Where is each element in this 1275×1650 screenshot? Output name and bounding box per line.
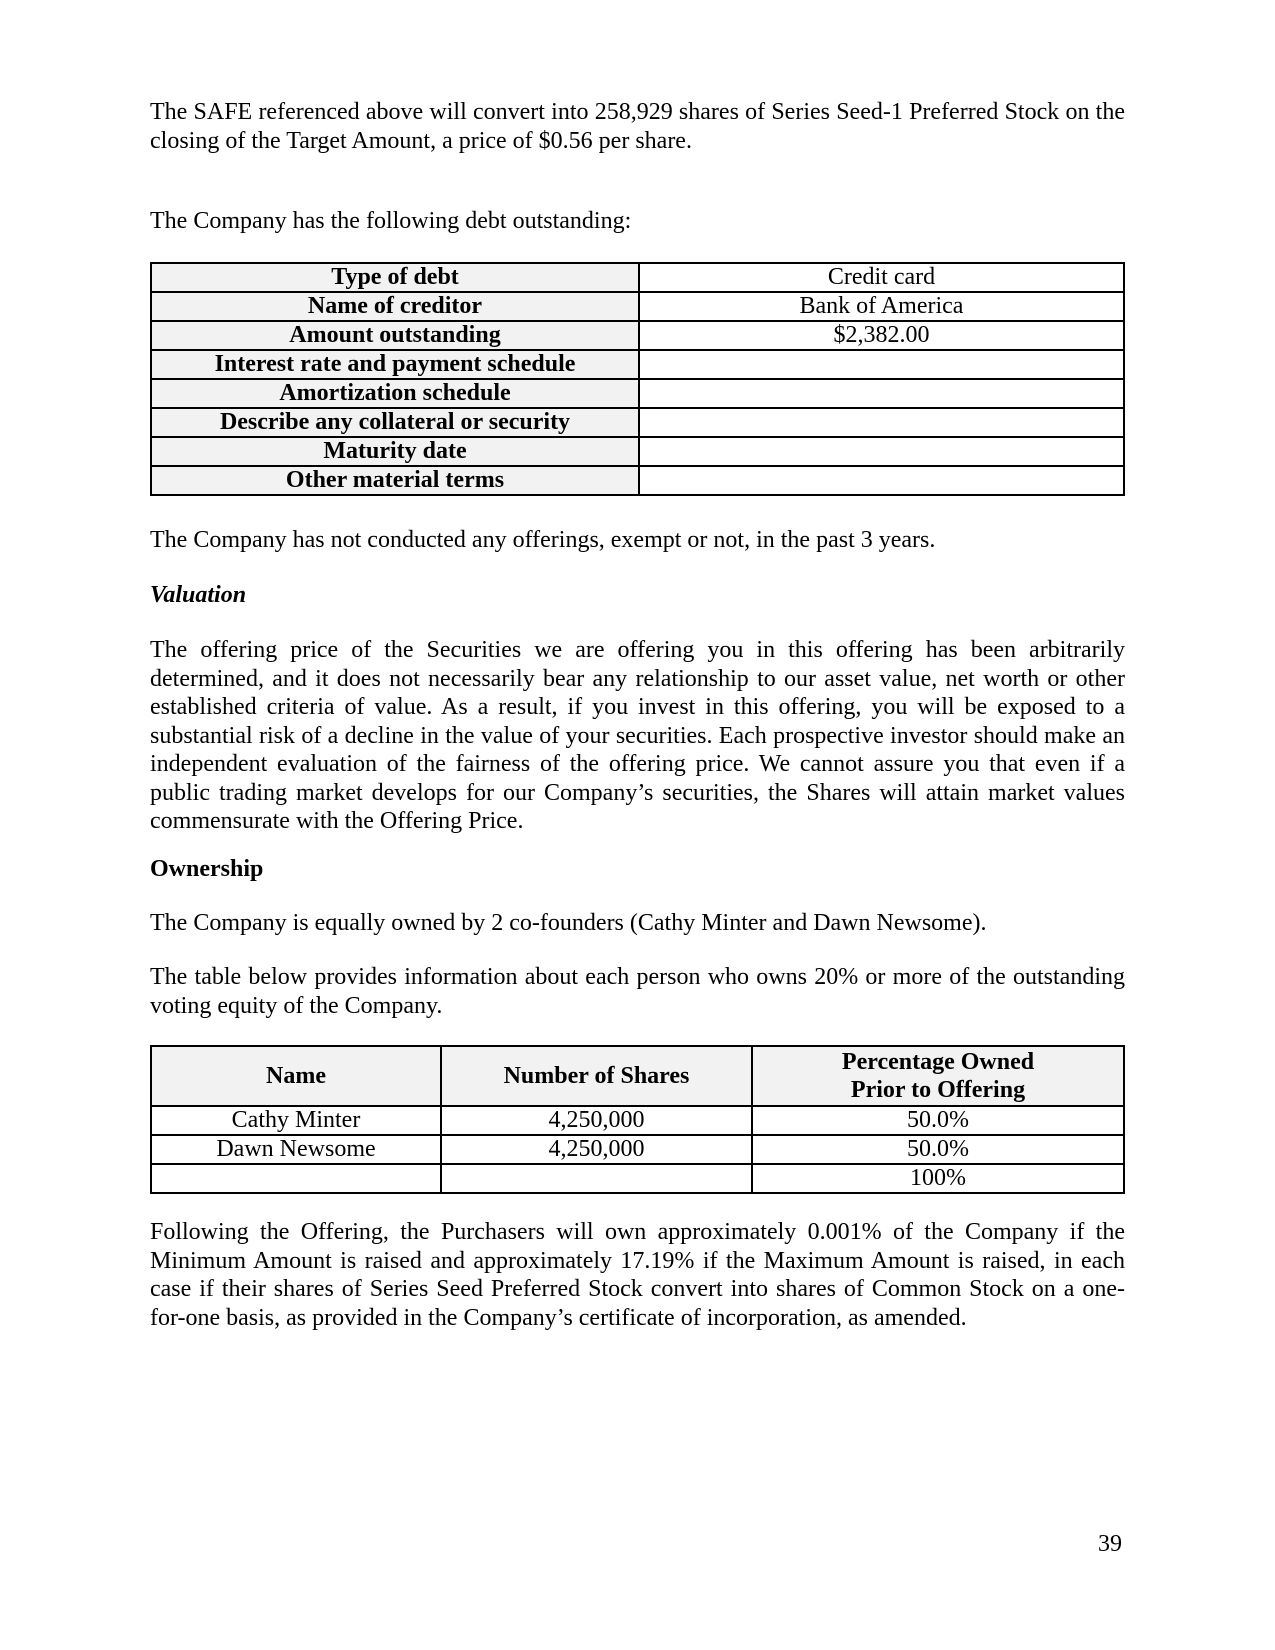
debt-value-cell: Bank of America: [639, 292, 1124, 321]
owner-percentage-cell: 50.0%: [752, 1135, 1124, 1164]
debt-value-cell: [639, 466, 1124, 495]
table-row: [151, 321, 1124, 350]
post-offering-paragraph: Following the Offering, the Purchasers will own approximately 0.001% of the Company if the Minimum Amount is raised and approximately 17.19% if the Maximum Amount is raised, in each case if their shares of Series Seed Preferred Stock convert into shares of Common Stock on a one-for-one basis, as provided in the Company’s certificate of incorporation, as amended.: [150, 1219, 1125, 1331]
owner-shares-cell: 4,250,000: [441, 1135, 752, 1164]
table-row: [151, 437, 1124, 466]
owner-percentage-cell: 50.0%: [752, 1106, 1124, 1135]
debt-value-cell: [639, 350, 1124, 379]
offerings-statement: The Company has not conducted any offerings, exempt or not, in the past 3 years.: [150, 527, 936, 553]
percentage-header-line1: Percentage Owned: [841, 1049, 1035, 1075]
table-row: [151, 350, 1124, 379]
owner-shares-cell: 4,250,000: [441, 1106, 752, 1135]
debt-label-cell: Amortization schedule: [151, 379, 639, 408]
debt-label-cell: Amount outstanding: [151, 321, 639, 350]
debt-value-cell: [639, 379, 1124, 408]
debt-value-cell: [639, 408, 1124, 437]
valuation-paragraph: The offering price of the Securities we are offering you in this offering has been arbitrarily determined, and it does not necessarily bear any relationship to our asset value, net worth or other established criteria of value. As a result, if you invest in this offering, you will be exposed to a substantial risk of a decline in the value of your securities. Each prospective investor should make an independent evaluation of the fairness of the offering price. We cannot assure you that even if a public trading market develops for our Company’s securities, the Shares will attain market values commensurate with the Offering Price.: [150, 637, 1125, 834]
percentage-header-line2: Prior to Offering: [850, 1077, 1026, 1103]
ownership-table: [150, 1045, 1125, 1194]
ownership-table-intro: The table below provides information about each person who owns 20% or more of the outstanding voting equity of the Company.: [150, 964, 1125, 1019]
debt-value-cell: $2,382.00: [639, 321, 1124, 350]
valuation-heading: Valuation: [150, 582, 247, 608]
column-header-shares: Number of Shares: [441, 1046, 752, 1106]
debt-value-cell: Credit card: [639, 263, 1124, 292]
table-row: [151, 379, 1124, 408]
table-row: [151, 408, 1124, 437]
debt-value-cell: [639, 437, 1124, 466]
debt-label-cell: Describe any collateral or security: [151, 408, 639, 437]
safe-conversion-paragraph: The SAFE referenced above will convert into 258,929 shares of Series Seed-1 Preferred Stock on the closing of the Target Amount, a price of $0.56 per share.: [150, 99, 1125, 154]
debt-label-cell: Type of debt: [151, 263, 639, 292]
ownership-paragraph: The Company is equally owned by 2 co-founders (Cathy Minter and Dawn Newsome).: [150, 910, 987, 936]
owner-shares-cell: [441, 1164, 752, 1193]
debt-label-cell: Maturity date: [151, 437, 639, 466]
table-row: [151, 1164, 1124, 1193]
table-row: [151, 263, 1124, 292]
column-header-name: Name: [151, 1046, 441, 1106]
owner-name-cell: [151, 1164, 441, 1193]
debt-table: [150, 262, 1125, 496]
debt-label-cell: Interest rate and payment schedule: [151, 350, 639, 379]
ownership-heading: Ownership: [150, 856, 264, 882]
page-number: 39: [1098, 1531, 1122, 1557]
table-row: [151, 466, 1124, 495]
debt-label-cell: Other material terms: [151, 466, 639, 495]
table-row: [151, 1135, 1124, 1164]
table-header-row: [151, 1046, 1124, 1106]
column-header-percentage: [752, 1046, 1124, 1106]
owner-name-cell: Cathy Minter: [151, 1106, 441, 1135]
debt-label-cell: Name of creditor: [151, 292, 639, 321]
owner-name-cell: Dawn Newsome: [151, 1135, 441, 1164]
table-row: [151, 292, 1124, 321]
table-row: [151, 1106, 1124, 1135]
debt-intro-text: The Company has the following debt outstanding:: [150, 208, 632, 234]
total-percentage-cell: 100%: [752, 1164, 1124, 1193]
